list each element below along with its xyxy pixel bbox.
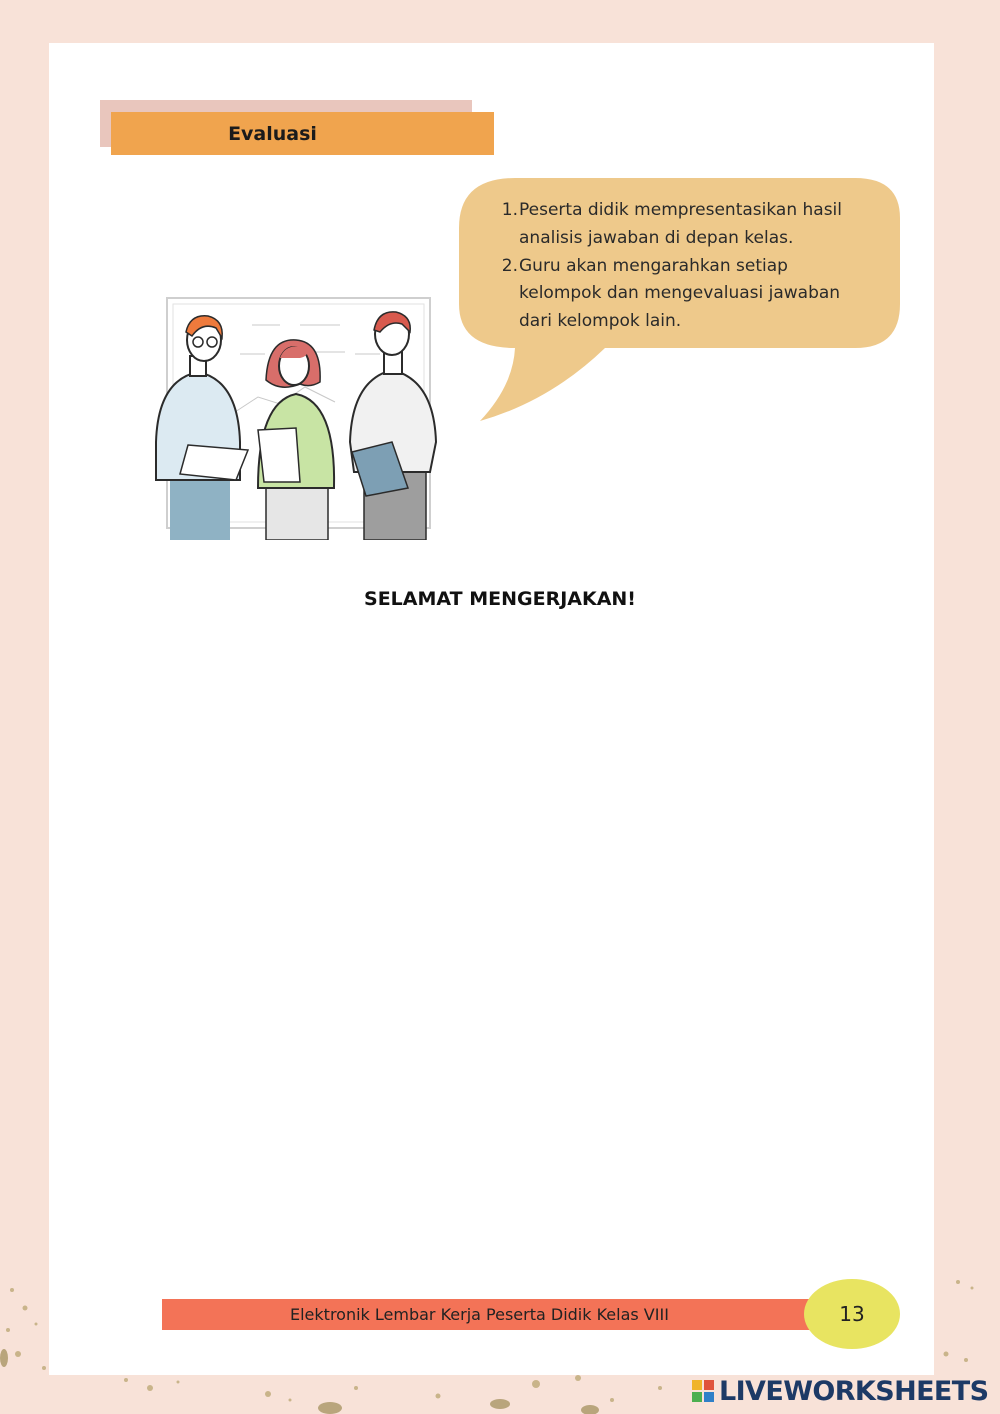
section-title: Evaluasi [228, 122, 317, 145]
section-title-bar [111, 112, 494, 155]
instruction-item: 1. Peserta didik mempresentasikan hasil analisis jawaban di depan kelas. [497, 197, 857, 253]
footer-bar [162, 1299, 842, 1330]
instruction-text: Peserta didik mempresentasikan hasil analisis jawaban di depan kelas. [519, 200, 843, 248]
instruction-list [497, 197, 857, 336]
brand-name: LIVEWORKSHEETS [719, 1375, 989, 1407]
page-number-badge [804, 1279, 900, 1349]
presenters-illustration [140, 292, 440, 540]
footer-text: Elektronik Lembar Kerja Peserta Didik Kelas VIII [290, 1305, 669, 1324]
liveworksheets-brand[interactable] [691, 1373, 988, 1409]
instruction-item: 2. Guru akan mengarahkan setiap kelompok dan mengevaluasi jawaban dari kelompok lain. [497, 253, 857, 336]
closing-message: SELAMAT MENGERJAKAN! [364, 588, 636, 610]
liveworksheets-logo-icon [691, 1379, 715, 1403]
instruction-text: Guru akan mengarahkan setiap kelompok dan mengevaluasi jawaban dari kelompok lain. [519, 255, 841, 332]
page-number: 13 [839, 1302, 865, 1326]
